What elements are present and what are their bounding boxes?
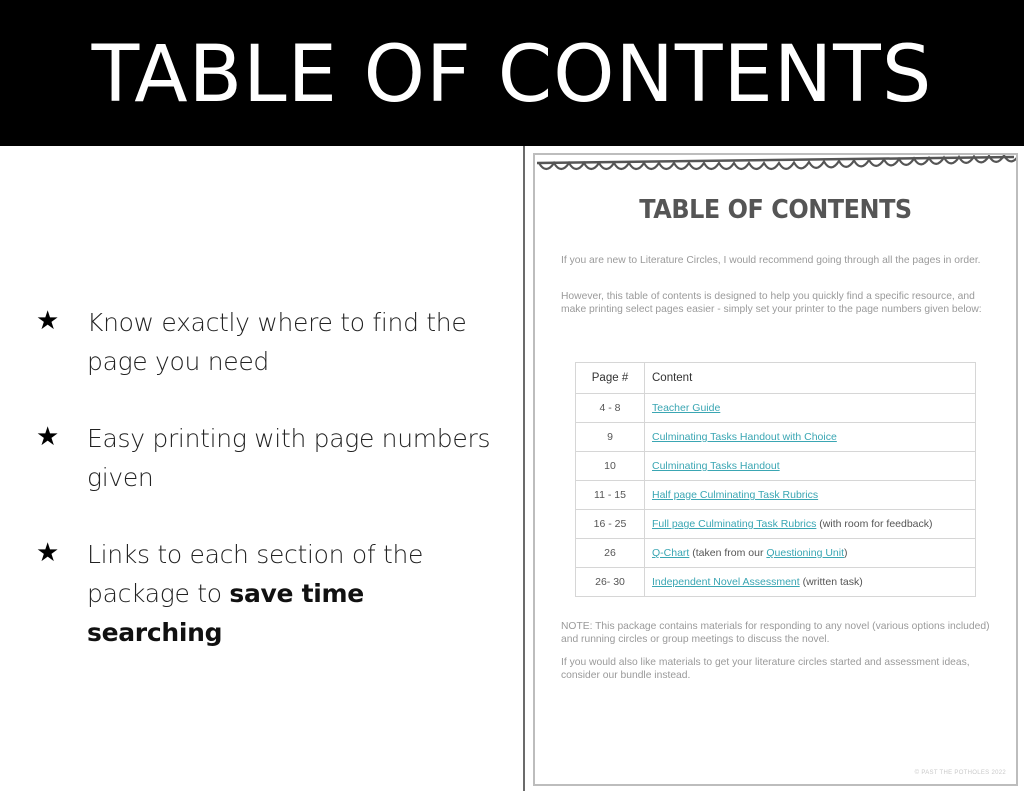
section-link[interactable]: Questioning Unit (766, 547, 845, 559)
content-note: (taken from our (689, 547, 767, 559)
content-cell (645, 568, 976, 597)
table-row (576, 481, 976, 510)
feature-list (36, 303, 506, 690)
feature-emphasis: save time searching (87, 579, 364, 647)
page-range: 11 - 15 (576, 481, 645, 510)
feature-item (36, 419, 506, 497)
intro-paragraph: However, this table of contents is designed to help you quickly find a specific resource, and make printing select pages easier - simply set your printer to the page numbers given below: (561, 291, 982, 315)
content-note: ) (844, 547, 848, 559)
feature-text: Easy printing with page numbers given (87, 424, 491, 492)
table-row (576, 510, 976, 539)
copyright-text: © PAST THE POTHOLES 2022 (914, 770, 1006, 776)
table-header-row (576, 363, 976, 394)
table-row (576, 452, 976, 481)
page-range: 16 - 25 (576, 510, 645, 539)
scalloped-border-icon (535, 155, 1016, 183)
contents-table (575, 362, 976, 597)
note-paragraph: NOTE: This package contains materials for responding to any novel (various options included) and running circles or group meetings to discuss the novel. (561, 621, 990, 645)
table-row (576, 423, 976, 452)
table-row (576, 539, 976, 568)
vertical-divider (523, 146, 525, 791)
page-range: 9 (576, 423, 645, 452)
feature-text: Links to each section of the package to save time searching (87, 540, 424, 647)
section-link[interactable]: Full page Culminating Task Rubrics (652, 518, 817, 530)
header-banner (0, 0, 1024, 146)
content-cell (645, 481, 976, 510)
content-note: (with room for feedback) (816, 518, 933, 530)
intro-paragraph: If you are new to Literature Circles, I would recommend going through all the pages in order. (561, 255, 981, 266)
column-header-page: Page # (576, 363, 645, 394)
section-link[interactable]: Half page Culminating Task Rubrics (652, 489, 819, 501)
feature-item (36, 535, 506, 652)
content-cell (645, 423, 976, 452)
star-icon: ★ (36, 422, 60, 452)
section-link[interactable]: Q-Chart (652, 547, 690, 559)
star-icon: ★ (36, 538, 60, 568)
content-cell (645, 452, 976, 481)
section-link[interactable]: Culminating Tasks Handout (652, 460, 780, 472)
content-cell (645, 539, 976, 568)
content-cell (645, 394, 976, 423)
table-row (576, 394, 976, 423)
star-icon: ★ (36, 306, 60, 336)
page-range: 4 - 8 (576, 394, 645, 423)
page-range: 10 (576, 452, 645, 481)
document-title: TABLE OF CONTENTS (639, 195, 912, 225)
note-paragraph: If you would also like materials to get your literature circles started and assessment ideas, consider our bundle instead. (561, 657, 970, 681)
section-link[interactable]: Culminating Tasks Handout with Choice (652, 431, 837, 443)
feature-text: Know exactly where to find the page you need (87, 308, 467, 376)
content-cell (645, 510, 976, 539)
section-link[interactable]: Independent Novel Assessment (652, 576, 800, 588)
feature-item (36, 303, 506, 381)
document-preview (533, 153, 1018, 786)
column-header-content: Content (645, 363, 976, 394)
content-note: (written task) (799, 576, 863, 588)
page-title: TABLE OF CONTENTS (91, 30, 933, 120)
page-range: 26- 30 (576, 568, 645, 597)
section-link[interactable]: Teacher Guide (652, 402, 721, 414)
page-range: 26 (576, 539, 645, 568)
table-row (576, 568, 976, 597)
